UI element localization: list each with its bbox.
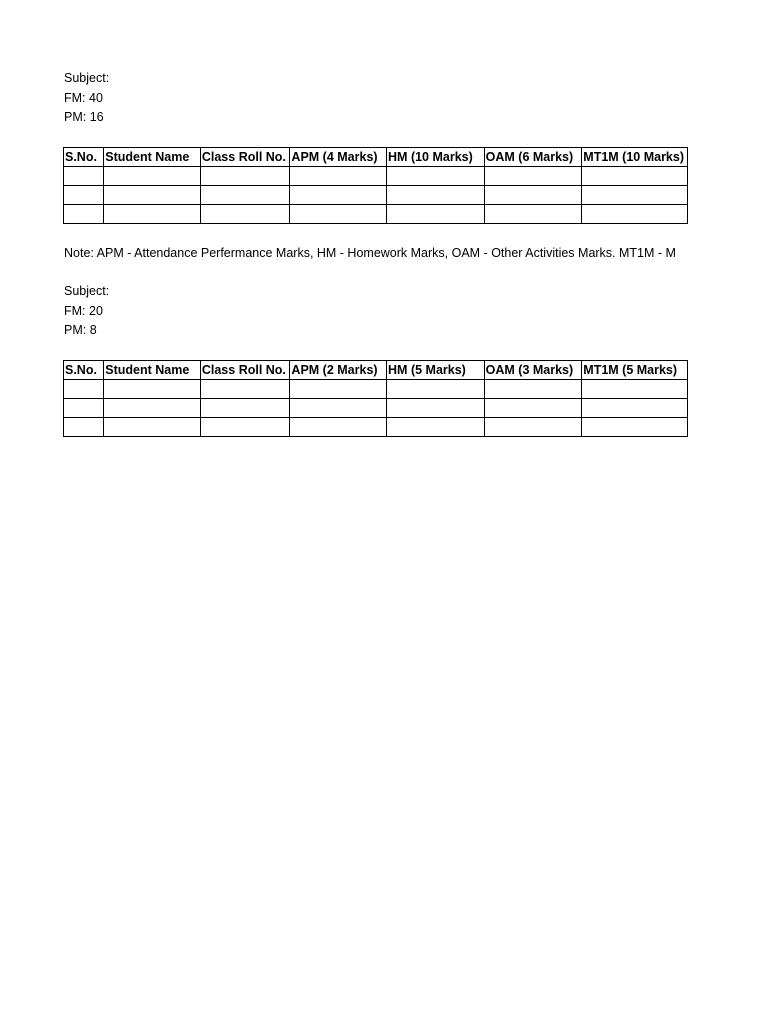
table-cell[interactable] [582,167,688,186]
table-cell[interactable] [64,167,104,186]
table-cell[interactable] [104,399,201,418]
table-cell[interactable] [387,418,485,437]
table-cell[interactable] [290,167,387,186]
table-cell[interactable] [290,186,387,205]
header-class-roll-no: Class Roll No. [200,148,290,167]
table-cell[interactable] [104,418,201,437]
table-cell[interactable] [290,418,387,437]
full-marks-label-2: FM: 20 [64,304,103,318]
table-cell[interactable] [64,205,104,224]
table-cell[interactable] [104,167,201,186]
header-hm: HM (10 Marks) [387,148,485,167]
table-cell[interactable] [290,380,387,399]
table-cell[interactable] [64,380,104,399]
table-cell[interactable] [104,380,201,399]
table-cell[interactable] [387,380,485,399]
table-cell[interactable] [387,399,485,418]
subject-label-2: Subject: [64,284,110,298]
table-cell[interactable] [484,186,582,205]
table-cell[interactable] [387,205,485,224]
header-apm: APM (4 Marks) [290,148,387,167]
header-sno: S.No. [64,361,104,380]
table-cell[interactable] [200,399,290,418]
pass-marks-label-2: PM: 8 [64,323,97,337]
table-header-row [64,148,688,167]
header-hm: HM (5 Marks) [387,361,485,380]
table-cell[interactable] [200,186,290,205]
table-cell[interactable] [484,167,582,186]
table-cell[interactable] [200,418,290,437]
table-row [64,186,688,205]
table-cell[interactable] [104,205,201,224]
header-student-name: Student Name [104,361,201,380]
table-cell[interactable] [582,399,688,418]
header-sno: S.No. [64,148,104,167]
table-cell[interactable] [484,399,582,418]
marks-table-1 [63,147,688,224]
full-marks-label-1: FM: 40 [64,91,103,105]
header-apm: APM (2 Marks) [290,361,387,380]
table-cell[interactable] [64,186,104,205]
header-oam: OAM (3 Marks) [484,361,582,380]
table-cell[interactable] [290,399,387,418]
header-class-roll-no: Class Roll No. [200,361,290,380]
table-header-row [64,361,688,380]
subject-label-1: Subject: [64,71,110,85]
table-cell[interactable] [387,167,485,186]
table-cell[interactable] [484,418,582,437]
table-cell[interactable] [484,205,582,224]
header-mt1m: MT1M (10 Marks) [582,148,688,167]
table-cell[interactable] [64,399,104,418]
table-row [64,167,688,186]
header-mt1m: MT1M (5 Marks) [582,361,688,380]
table-cell[interactable] [200,167,290,186]
table-cell[interactable] [582,418,688,437]
table-cell[interactable] [582,380,688,399]
table-cell[interactable] [582,205,688,224]
table-cell[interactable] [484,380,582,399]
table-row [64,418,688,437]
table-cell[interactable] [64,418,104,437]
table-cell[interactable] [200,205,290,224]
marks-table-2 [63,360,688,437]
table-row [64,399,688,418]
table-cell[interactable] [104,186,201,205]
table-cell[interactable] [290,205,387,224]
table-cell[interactable] [200,380,290,399]
table-cell[interactable] [582,186,688,205]
header-student-name: Student Name [104,148,201,167]
table-cell[interactable] [387,186,485,205]
table-row [64,380,688,399]
header-oam: OAM (6 Marks) [484,148,582,167]
pass-marks-label-1: PM: 16 [64,110,104,124]
table-row [64,205,688,224]
abbreviation-note: Note: APM - Attendance Perfermance Marks, HM - Homework Marks, OAM - Other Activities Marks. MT1M - M [64,246,676,260]
